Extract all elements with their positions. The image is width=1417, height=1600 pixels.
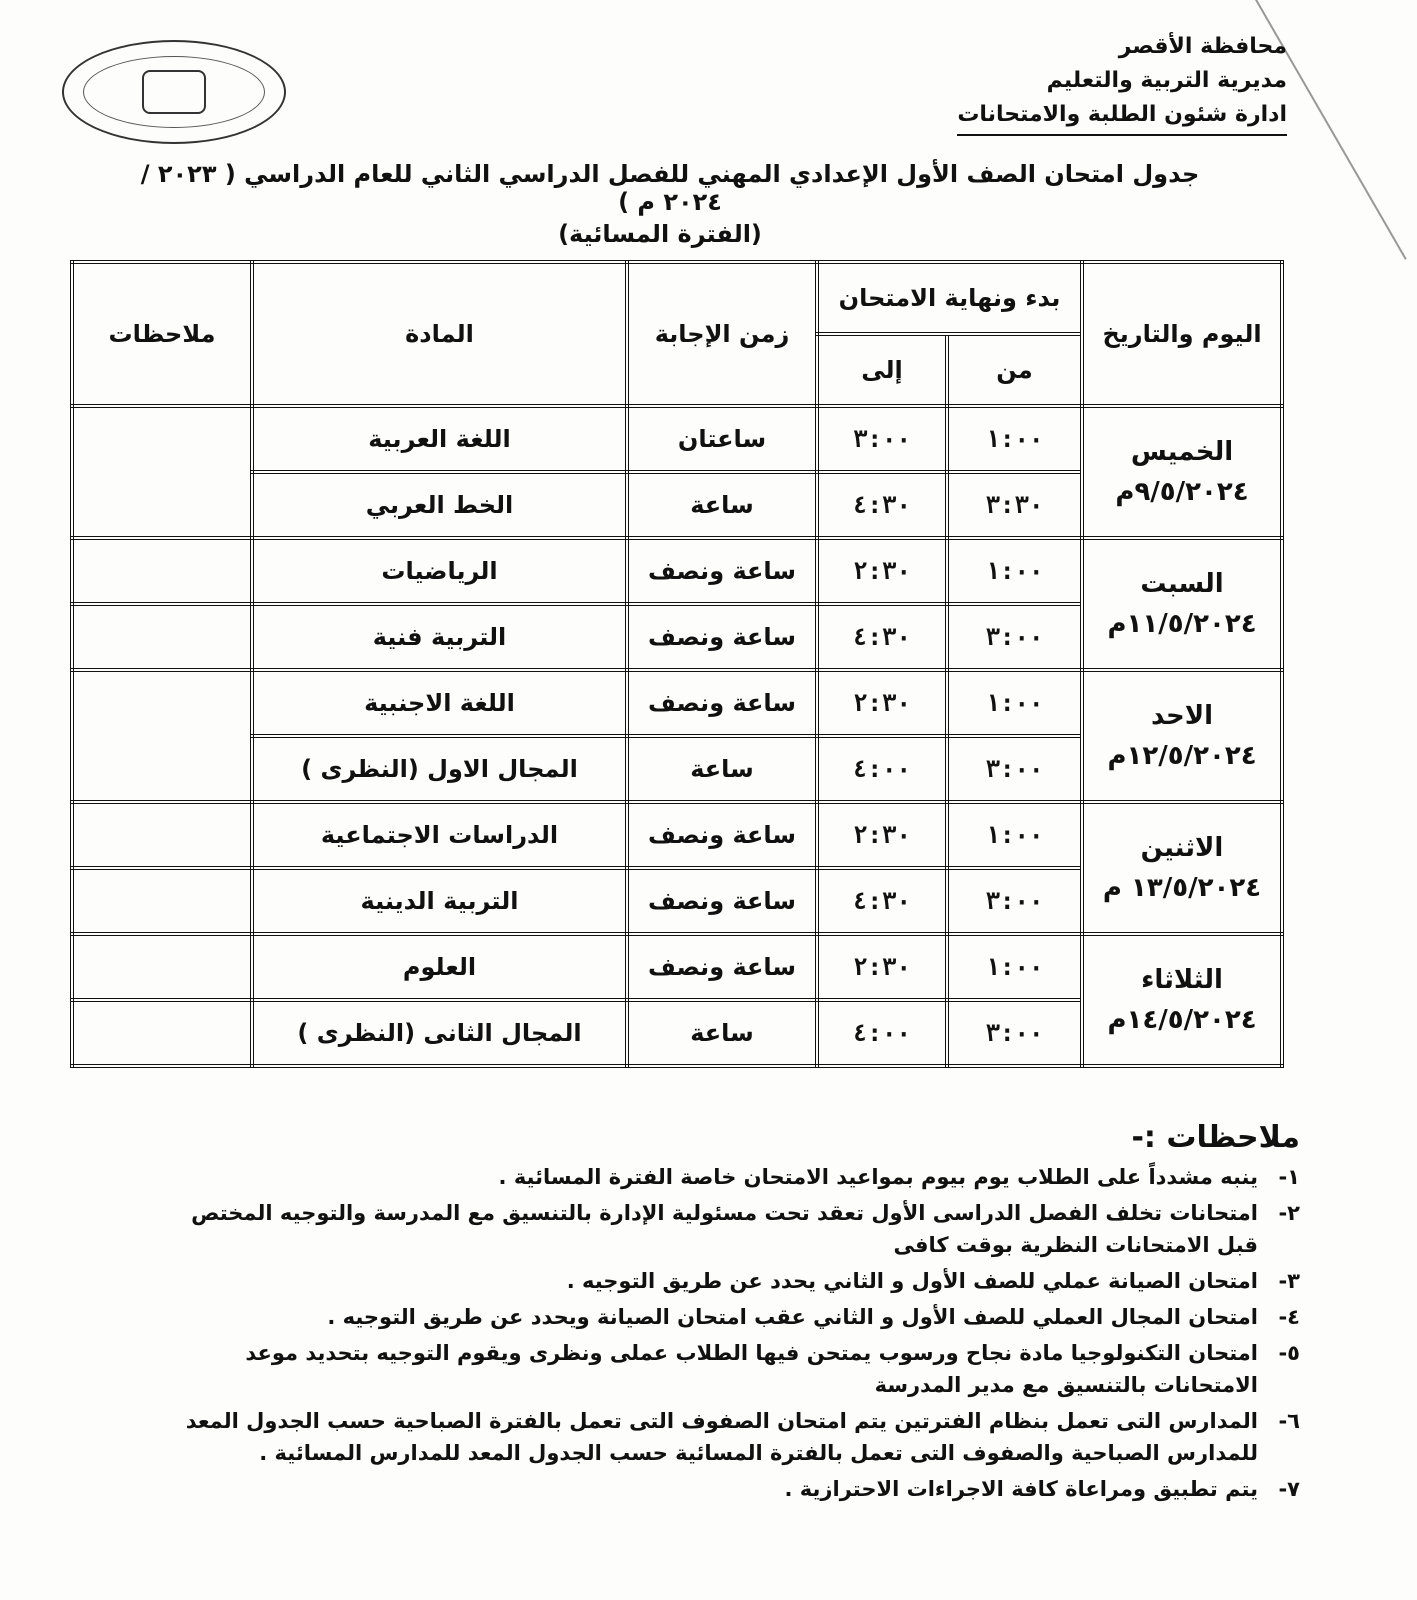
header-subject: المادة bbox=[252, 262, 627, 406]
note-item: ١- ينبه مشدداً على الطلاب يوم بيوم بمواعيد الامتحان خاصة الفترة المسائية . bbox=[498, 1165, 1300, 1189]
subject-cell: المجال الاول (النظرى ) bbox=[252, 736, 627, 802]
to-cell: ٣:٠٠ bbox=[817, 406, 947, 472]
subject-cell: الرياضيات bbox=[252, 538, 627, 604]
day-cell: السبت ١١/٥/٢٠٢٤م bbox=[1082, 538, 1282, 670]
subject-cell: الدراسات الاجتماعية bbox=[252, 802, 627, 868]
to-cell: ٤:٠٠ bbox=[817, 1000, 947, 1066]
subject-cell: المجال الثانى (النظرى ) bbox=[252, 1000, 627, 1066]
subject-cell: اللغة الاجنبية bbox=[252, 670, 627, 736]
duration-cell: ساعتان bbox=[627, 406, 817, 472]
table-row bbox=[72, 802, 1282, 868]
exam-schedule-table bbox=[70, 260, 1284, 1068]
note-item: ٧- يتم تطبيق ومراعاة كافة الاجراءات الاحترازية . bbox=[784, 1477, 1300, 1501]
schedule-body bbox=[72, 406, 1282, 1066]
duration-cell: ساعة bbox=[627, 736, 817, 802]
duration-cell: ساعة bbox=[627, 1000, 817, 1066]
duration-cell: ساعة ونصف bbox=[627, 538, 817, 604]
subject-cell: العلوم bbox=[252, 934, 627, 1000]
to-cell: ٤:٣٠ bbox=[817, 472, 947, 538]
day-cell: الاحد ١٢/٥/٢٠٢٤م bbox=[1082, 670, 1282, 802]
duration-cell: ساعة ونصف bbox=[627, 934, 817, 1000]
to-cell: ٢:٣٠ bbox=[817, 802, 947, 868]
letterhead bbox=[957, 30, 1287, 136]
directorate-label: مديرية التربية والتعليم bbox=[1046, 68, 1287, 93]
header-day-date: اليوم والتاريخ bbox=[1082, 262, 1282, 406]
table-row bbox=[72, 538, 1282, 604]
from-cell: ٣:٠٠ bbox=[947, 604, 1082, 670]
notes-cell bbox=[72, 934, 252, 1000]
from-cell: ٣:٠٠ bbox=[947, 736, 1082, 802]
duration-cell: ساعة ونصف bbox=[627, 604, 817, 670]
header-from: من bbox=[947, 334, 1082, 406]
from-cell: ١:٠٠ bbox=[947, 802, 1082, 868]
to-cell: ٢:٣٠ bbox=[817, 670, 947, 736]
notes-cell bbox=[72, 868, 252, 934]
day-cell: الاثنين ١٣/٥/٢٠٢٤ م bbox=[1082, 802, 1282, 934]
note-item: ٤- امتحان المجال العملي للصف الأول و الثاني عقب امتحان الصيانة ويحدد عن طريق التوجيه . bbox=[327, 1305, 1300, 1329]
page-title: جدول امتحان الصف الأول الإعدادي المهني للفصل الدراسي الثاني للعام الدراسي ( ٢٠٢٣ / ٢٠٢٤ م ) bbox=[140, 160, 1200, 216]
subject-cell: اللغة العربية bbox=[252, 406, 627, 472]
notes-cell bbox=[72, 1000, 252, 1066]
table-row bbox=[72, 934, 1282, 1000]
subject-cell: الخط العربي bbox=[252, 472, 627, 538]
notes-heading: ملاحظات :- bbox=[1131, 1120, 1300, 1155]
header-notes: ملاحظات bbox=[72, 262, 252, 406]
duration-cell: ساعة ونصف bbox=[627, 670, 817, 736]
to-cell: ٤:٣٠ bbox=[817, 604, 947, 670]
day-cell: الخميس ٩/٥/٢٠٢٤م bbox=[1082, 406, 1282, 538]
from-cell: ١:٠٠ bbox=[947, 934, 1082, 1000]
header-duration: زمن الإجابة bbox=[627, 262, 817, 406]
header-to: إلى bbox=[817, 334, 947, 406]
from-cell: ٣:٣٠ bbox=[947, 472, 1082, 538]
notes-cell bbox=[72, 670, 252, 802]
notes-cell bbox=[72, 406, 252, 538]
notes-cell bbox=[72, 538, 252, 604]
governorate-label: محافظة الأقصر bbox=[1118, 34, 1287, 59]
notes-cell bbox=[72, 604, 252, 670]
to-cell: ٤:٣٠ bbox=[817, 868, 947, 934]
notes-cell bbox=[72, 802, 252, 868]
duration-cell: ساعة ونصف bbox=[627, 802, 817, 868]
note-item: ٦- المدارس التى تعمل بنظام الفترتين يتم امتحان الصفوف التى تعمل بالفترة الصباحية حسب الجدول المعد للمدارس الصباحية والصفوف التى تعمل بالفترة المسائية حسب الجدول المعد للمدارس المسائية . bbox=[185, 1409, 1300, 1465]
to-cell: ٢:٣٠ bbox=[817, 538, 947, 604]
from-cell: ٣:٠٠ bbox=[947, 868, 1082, 934]
notes-section bbox=[150, 1120, 1300, 1509]
duration-cell: ساعة bbox=[627, 472, 817, 538]
ministry-seal-icon bbox=[62, 40, 286, 144]
to-cell: ٢:٣٠ bbox=[817, 934, 947, 1000]
to-cell: ٤:٠٠ bbox=[817, 736, 947, 802]
from-cell: ١:٠٠ bbox=[947, 538, 1082, 604]
duration-cell: ساعة ونصف bbox=[627, 868, 817, 934]
department-label: ادارة شئون الطلبة والامتحانات bbox=[957, 98, 1287, 136]
from-cell: ٣:٠٠ bbox=[947, 1000, 1082, 1066]
subject-cell: التربية فنية bbox=[252, 604, 627, 670]
subject-cell: التربية الدينية bbox=[252, 868, 627, 934]
note-item: ٢- امتحانات تخلف الفصل الدراسى الأول تعقد تحت مسئولية الإدارة بالتنسيق مع المدرسة والتوجيه المختص قبل الامتحانات النظرية بوقت كافى bbox=[191, 1201, 1300, 1257]
page-subtitle: (الفترة المسائية) bbox=[558, 220, 762, 248]
from-cell: ١:٠٠ bbox=[947, 406, 1082, 472]
table-row bbox=[72, 406, 1282, 472]
header-start-end: بدء ونهاية الامتحان bbox=[817, 262, 1082, 334]
table-row bbox=[72, 670, 1282, 736]
note-item: ٥- امتحان التكنولوجيا مادة نجاح ورسوب يمتحن فيها الطلاب عملى ونظرى ويقوم التوجيه بتحديد موعد الامتحانات بالتنسيق مع مدير المدرسة bbox=[245, 1341, 1300, 1397]
note-item: ٣- امتحان الصيانة عملي للصف الأول و الثاني يحدد عن طريق التوجيه . bbox=[566, 1269, 1300, 1293]
from-cell: ١:٠٠ bbox=[947, 670, 1082, 736]
day-cell: الثلاثاء ١٤/٥/٢٠٢٤م bbox=[1082, 934, 1282, 1066]
